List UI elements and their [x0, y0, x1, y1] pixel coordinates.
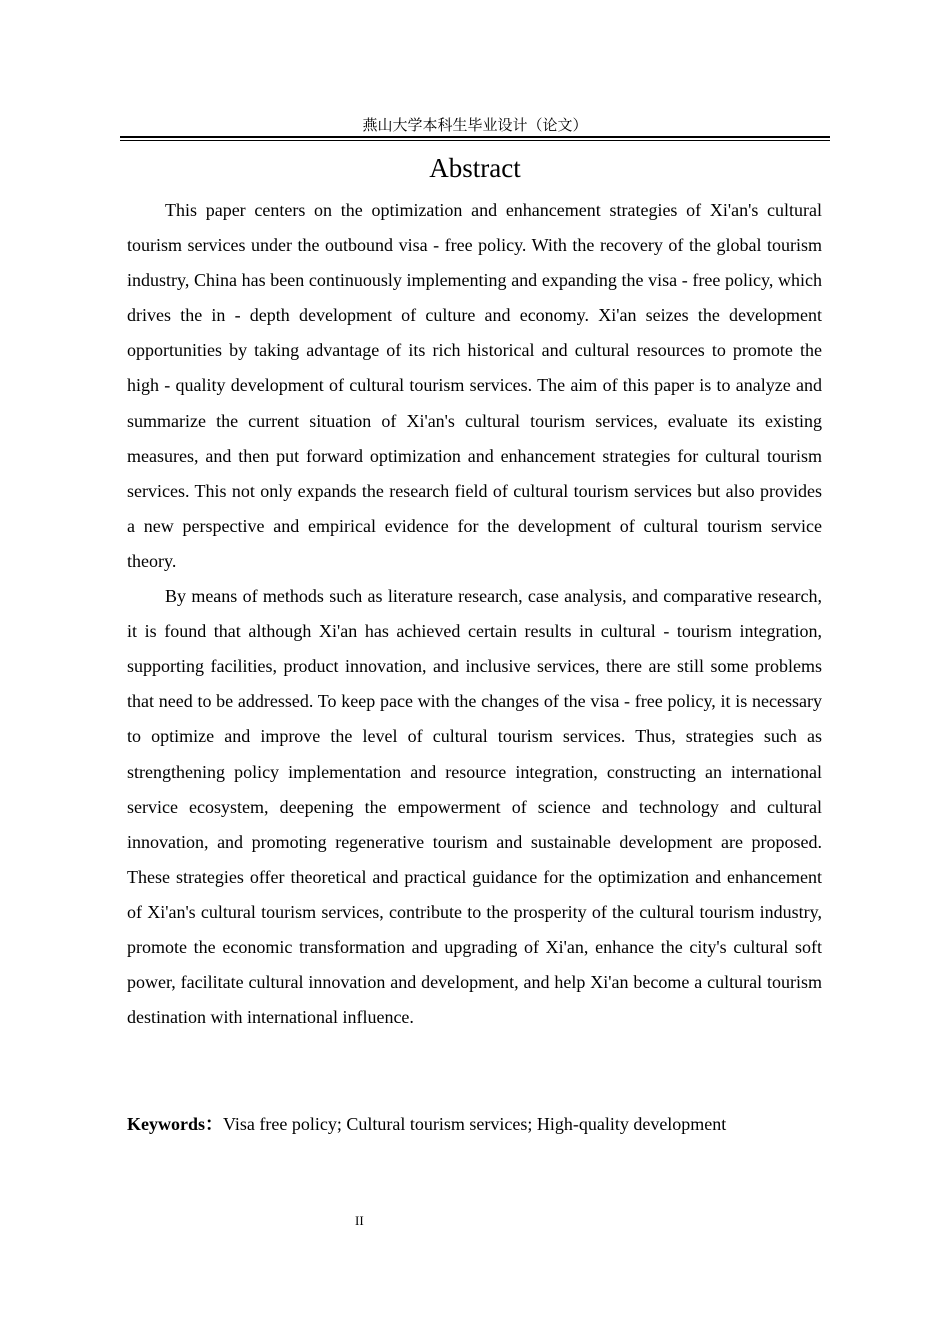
- abstract-body: [127, 193, 822, 1035]
- header-rule-thick: [120, 136, 830, 138]
- header-rule-thin: [120, 140, 830, 141]
- abstract-title: Abstract: [429, 153, 521, 183]
- running-header: 燕山大学本科生毕业设计（论文）: [362, 116, 588, 134]
- keywords-line: [127, 1107, 827, 1142]
- keywords-label: Keywords：: [127, 1114, 223, 1134]
- abstract-paragraph-2: By means of methods such as literature research, case analysis, and comparative research, it is found that although Xi'an has achieved certain results in cultural - tourism integration, supporting facilities, product innovation, and inclusive services, there are still some problems that need to be addressed. To keep pace with the changes of the visa - free policy, it is necessary to optimize and improve the level of cultural tourism services. Thus, strategies such as strengthening policy implementation and resource integration, constructing an international service ecosystem, deepening the empowerment of science and technology and cultural innovation, and promoting regenerative tourism and sustainable development are proposed. These strategies offer theoretical and practical guidance for the optimization and enhancement of Xi'an's cultural tourism services, contribute to the prosperity of the cultural tourism industry, promote the economic transformation and upgrading of Xi'an, enhance the city's cultural soft power, facilitate cultural innovation and development, and help Xi'an become a cultural tourism destination with international influence.: [127, 586, 822, 1028]
- keywords-value: Visa free policy; Cultural tourism services; High-quality development: [223, 1114, 727, 1134]
- abstract-paragraph-1: This paper centers on the optimization and enhancement strategies of Xi'an's cultural tourism services under the outbound visa - free policy. With the recovery of the global tourism industry, China has been continuously implementing and expanding the visa - free policy, which drives the in - depth development of culture and economy. Xi'an seizes the development opportunities by taking advantage of its rich historical and cultural resources to promote the high - quality development of cultural tourism services. The aim of this paper is to analyze and summarize the current situation of Xi'an's cultural tourism services, evaluate its existing measures, and then put forward optimization and enhancement strategies for cultural tourism services. This not only expands the research field of cultural tourism services but also provides a new perspective and empirical evidence for the development of cultural tourism service theory.: [127, 200, 822, 571]
- page-number: II: [355, 1213, 364, 1228]
